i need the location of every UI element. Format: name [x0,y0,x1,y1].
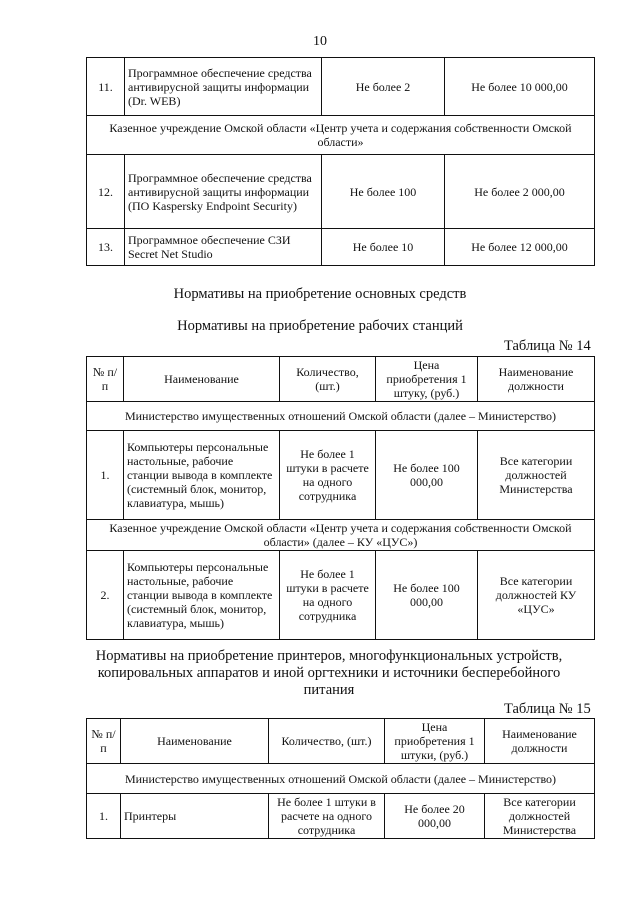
section-row [87,520,595,551]
item-price: Не более 10 000,00 [445,58,595,116]
row-number: 12. [87,155,125,229]
section-row [87,764,595,794]
section-heading-workstations: Нормативы на приобретение рабочих станций [177,318,463,334]
header-price: Цена приобретения 1 штуку, (руб.) [376,357,478,402]
item-name: Принтеры [121,794,269,839]
item-name: Программное обеспечение средства антивирусной защиты информации (ПО Kaspersky Endpoint Security) [125,155,322,229]
item-price: Не более 100 000,00 [376,431,478,520]
table-row [87,229,595,266]
row-number: 2. [87,551,124,640]
header-name: Наименование [121,719,269,764]
header-position: Наименование должности [478,357,595,402]
section-title: Министерство имущественных отношений Омской области (далее – Министерство) [87,402,595,431]
table-row [87,551,595,640]
section-title: Министерство имущественных отношений Омской области (далее – Министерство) [87,764,595,794]
header-number: № п/п [87,357,124,402]
section-heading-printers: Нормативы на приобретение принтеров, многофункциональных устройств, копировальных аппаратов и иной оргтехники и источники бесперебойного питания [95,648,563,698]
header-quantity: Количество, (шт.) [280,357,376,402]
item-price: Не более 20 000,00 [385,794,485,839]
row-number: 1. [87,794,121,839]
header-name: Наименование [124,357,280,402]
section-title: Казенное учреждение Омской области «Центр учета и содержания собственности Омской области» [87,116,595,155]
row-number: 13. [87,229,125,266]
item-price: Не более 100 000,00 [376,551,478,640]
row-number: 1. [87,431,124,520]
item-quantity: Не более 2 [322,58,445,116]
item-position: Все категории должностей КУ «ЦУС» [478,551,595,640]
item-price: Не более 2 000,00 [445,155,595,229]
row-number: 11. [87,58,125,116]
item-quantity: Не более 100 [322,155,445,229]
table-15-label: Таблица № 15 [504,701,591,717]
item-position: Все категории должностей Министерства [478,431,595,520]
header-quantity: Количество, (шт.) [269,719,385,764]
table-15 [86,718,595,839]
table-row [87,155,595,229]
table-header-row [87,357,595,402]
item-name: Компьютеры персональные настольные, рабочие станции вывода в комплекте (системный блок, монитор, клавиатура, мышь) [124,431,280,520]
table-14-label: Таблица № 14 [504,338,591,354]
item-price: Не более 12 000,00 [445,229,595,266]
page-number: 10 [313,34,327,49]
table-row [87,794,595,839]
table-header-row [87,719,595,764]
section-row [87,402,595,431]
item-quantity: Не более 1 штуки в расчете на одного сотрудника [280,551,376,640]
table-row [87,58,595,116]
header-price: Цена приобретения 1 штуки, (руб.) [385,719,485,764]
header-number: № п/п [87,719,121,764]
item-name: Компьютеры персональные настольные, рабочие станции вывода в комплекте (системный блок, монитор, клавиатура, мышь) [124,551,280,640]
table-row [87,431,595,520]
software-table [86,57,595,266]
table-14 [86,356,595,640]
item-quantity: Не более 1 штуки в расчете на одного сотрудника [269,794,385,839]
item-position: Все категории должностей Министерства [485,794,595,839]
item-name: Программное обеспечение средства антивирусной защиты информации (Dr. WEB) [125,58,322,116]
header-position: Наименование должности [485,719,595,764]
item-quantity: Не более 1 штуки в расчете на одного сотрудника [280,431,376,520]
item-quantity: Не более 10 [322,229,445,266]
section-heading-fixed-assets: Нормативы на приобретение основных средств [173,286,467,302]
item-name: Программное обеспечение СЗИ Secret Net Studio [125,229,322,266]
section-row [87,116,595,155]
section-title: Казенное учреждение Омской области «Центр учета и содержания собственности Омской области» (далее – КУ «ЦУС») [87,520,595,551]
